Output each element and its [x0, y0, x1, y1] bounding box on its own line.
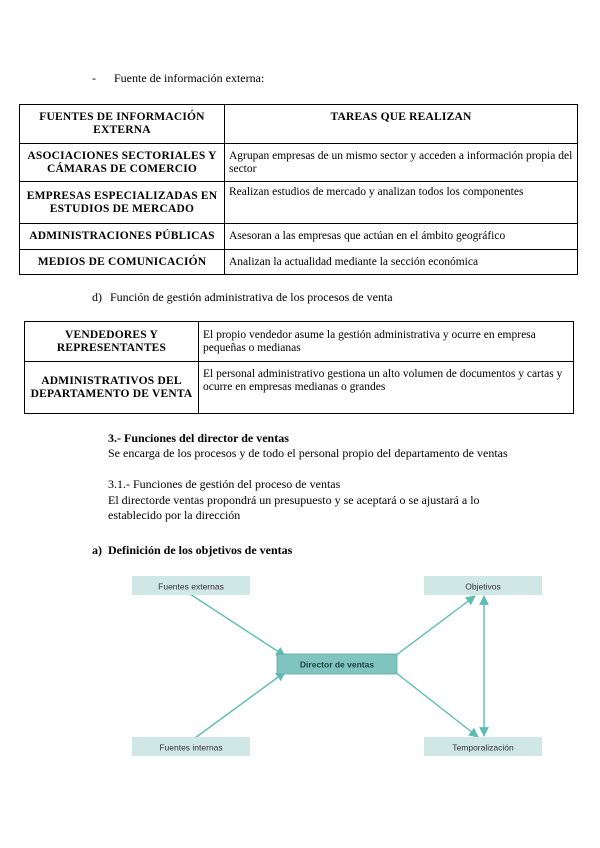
section-31-line1: El directorde ventas propondrá un presupuesto y se aceptará o se ajustará a lo: [108, 493, 480, 507]
header-tareas: TAREAS QUE REALIZAN: [225, 105, 578, 144]
section-31-title: 3.1.- Funciones de gestión del proceso de ventas: [108, 477, 341, 491]
node-director-label: Director de ventas: [299, 659, 375, 670]
section-d-text: Función de gestión administrativa de los procesos de venta: [110, 290, 393, 304]
arrow-internas-director: [195, 672, 285, 738]
cell-desc: El personal administrativo gestiona un alto volumen de documentos y cartas y ocurre en empresas medianas o grandes: [199, 362, 574, 414]
cell-task: Agrupan empresas de un mismo sector y acceden a información propia del sector: [225, 144, 578, 182]
node-fuentes-externas: [132, 576, 250, 595]
node-director-ventas: [277, 654, 397, 674]
arrow-director-temporalizacion: [395, 672, 478, 737]
bullet-text: Fuente de información externa:: [114, 71, 265, 85]
arrow-externas-director: [190, 594, 285, 656]
header-fuentes: FUENTES DE INFORMACIÓN EXTERNA: [20, 105, 225, 144]
section-3-text: Se encarga de los procesos y de todo el personal propio del departamento de ventas: [108, 446, 508, 460]
node-fuentes-externas-label: Fuentes externas: [158, 581, 224, 592]
arrow-director-objetivos: [395, 596, 475, 656]
node-fuentes-internas: [132, 737, 250, 756]
node-temporalizacion: [424, 737, 542, 756]
cell-role: VENDEDORES Y REPRESENTANTES: [25, 322, 199, 362]
section-3-title: 3.- Funciones del director de ventas: [108, 431, 289, 445]
cell-source: EMPRESAS ESPECIALIZADAS EN ESTUDIOS DE MERCADO: [20, 182, 225, 224]
node-fuentes-internas-label: Fuentes internas: [159, 742, 223, 753]
section-d-label: d): [92, 290, 102, 304]
cell-task: Asesoran a las empresas que actúan en el ámbito geográfico: [225, 224, 578, 250]
section-a-text: Definición de los objetivos de ventas: [108, 543, 293, 557]
node-objetivos: [424, 576, 542, 595]
section-31-line2: establecido por la dirección: [108, 508, 241, 522]
cell-source: MEDIOS DE COMUNICACIÓN: [20, 250, 225, 275]
cell-role: ADMINISTRATIVOS DEL DEPARTAMENTO DE VENTA: [25, 362, 199, 414]
cell-task: Realizan estudios de mercado y analizan todos los componentes: [225, 182, 578, 224]
cell-task: Analizan la actualidad mediante la sección económica: [225, 250, 578, 275]
bullet-dash: -: [92, 71, 96, 85]
cell-desc: El propio vendedor asume la gestión administrativa y ocurre en empresa pequeñas o medianas: [199, 322, 574, 362]
node-temporalizacion-label: Temporalización: [452, 742, 514, 753]
node-objetivos-label: Objetivos: [465, 581, 501, 592]
cell-source: ASOCIACIONES SECTORIALES Y CÁMARAS DE COMERCIO: [20, 144, 225, 182]
cell-source: ADMINISTRACIONES PÚBLICAS: [20, 224, 225, 250]
section-a-label: a): [92, 543, 102, 557]
